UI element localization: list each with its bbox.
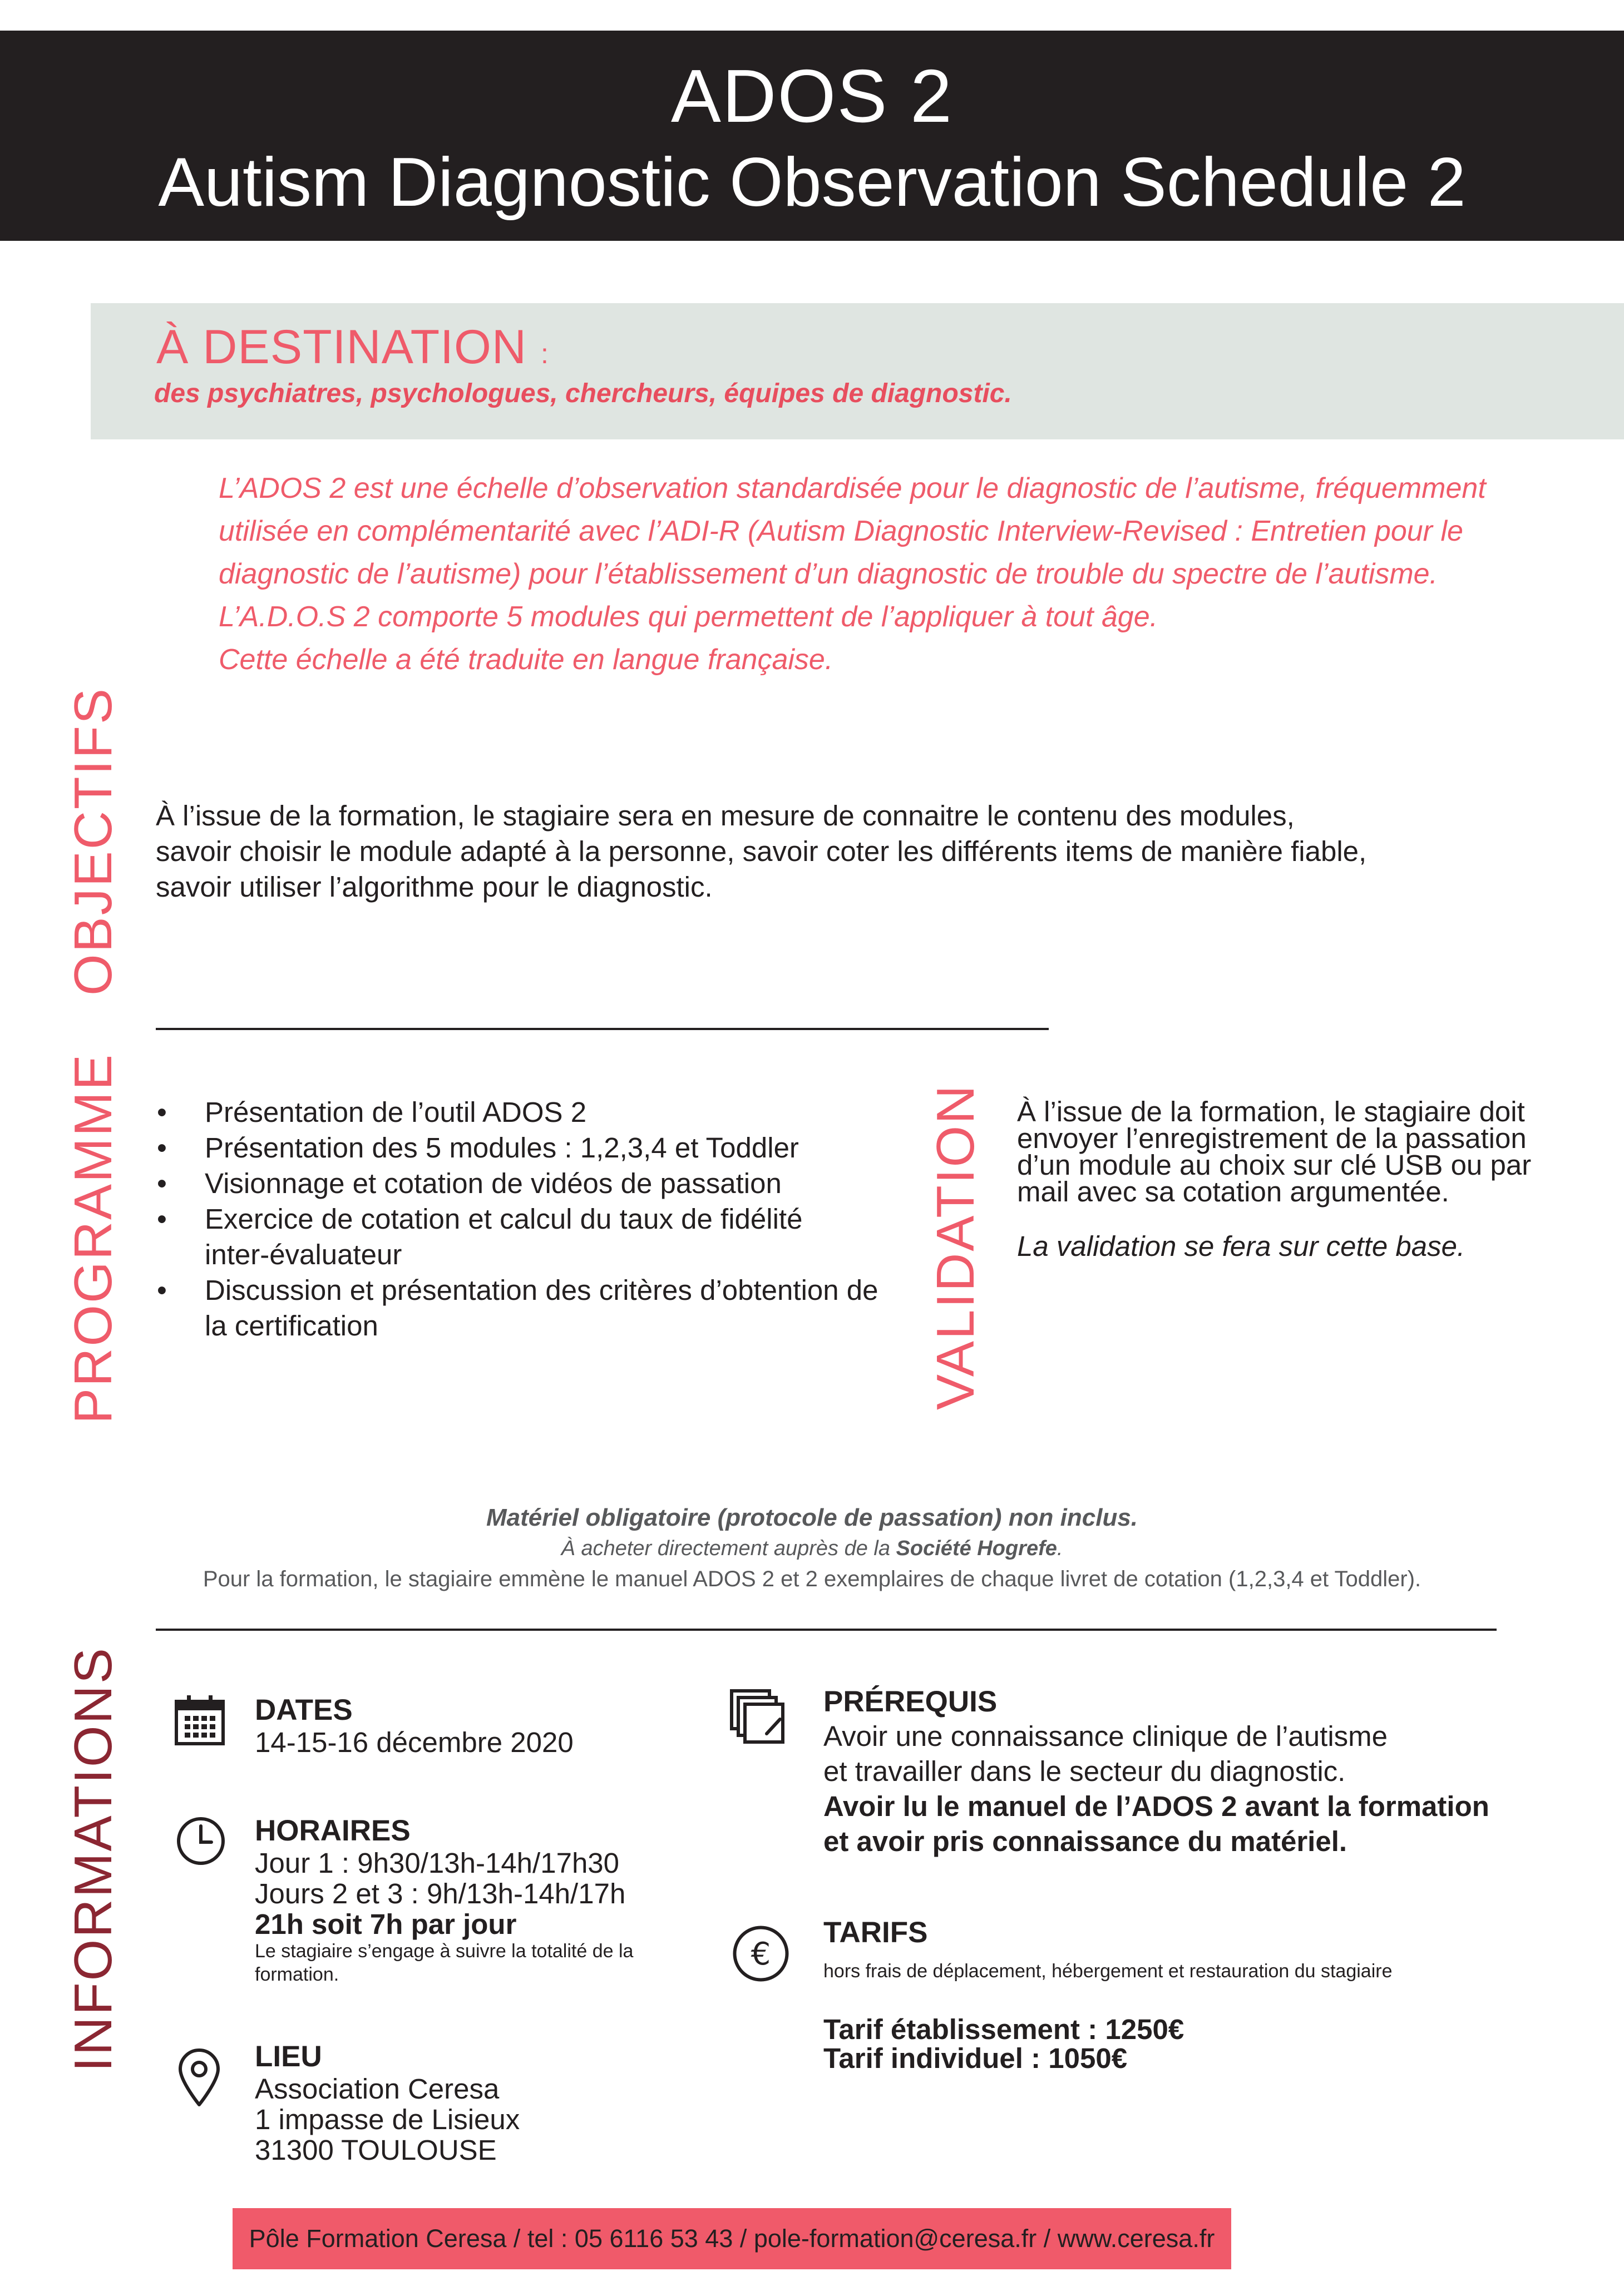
list-item-text: Exercice de cotation et calcul du taux de fidélité inter-évaluateur (205, 1203, 803, 1270)
intro-line: L’ADOS 2 est une échelle d’observation standardisée pour le diagnostic de l’autisme, fréquemment (219, 472, 1486, 504)
programme-section-title: PROGRAMME (63, 1052, 123, 1424)
list-item (156, 1201, 856, 1273)
destination-heading (156, 320, 549, 375)
materiel-line2 (0, 1534, 1624, 1563)
materiel-line2-suffix: . (1057, 1537, 1063, 1560)
objectifs-divider (156, 1028, 1049, 1030)
page-title: ADOS 2 (670, 54, 954, 138)
list-item-text: Discussion et présentation des critères d’obtention de la certification (205, 1274, 878, 1342)
prerequis-line1: Avoir une connaissance clinique de l’autisme (823, 1720, 1388, 1752)
validation-body: À l’issue de la formation, le stagiaire doit envoyer l’enregistrement de la passation d’un module au choix sur clé USB ou par mail avec sa cotation argumentée. (1017, 1096, 1532, 1208)
horaires-line1: Jour 1 : 9h30/13h-14h/17h30 (255, 1847, 620, 1879)
informations-section-title: INFORMATIONS (63, 1646, 123, 2072)
horaires-note1: Le stagiaire s’engage à suivre la totalité de la (255, 1941, 634, 1962)
programme-list (156, 1095, 879, 1344)
prerequis-bold1: Avoir lu le manuel de l’ADOS 2 avant la formation (823, 1790, 1489, 1822)
bullet: • (157, 1096, 167, 1128)
destination-heading-text: À DESTINATION (156, 320, 527, 374)
objectifs-line: savoir utiliser l’algorithme pour le diagnostic. (156, 871, 713, 903)
intro-line: diagnostic de l’autisme) pour l’établissement d’un diagnostic de trouble du spectre de l’autisme. (219, 558, 1438, 590)
tarifs-label: TARIFS (823, 1916, 928, 1949)
list-item-text: Présentation des 5 modules : 1,2,3,4 et Toddler (205, 1132, 799, 1164)
materiel-line3: Pour la formation, le stagiaire emmène le manuel ADOS 2 et 2 exemplaires de chaque livret de cotation (1,2,3,4 et Toddler). (203, 1567, 1421, 1591)
dates-value: 14-15-16 décembre 2020 (255, 1726, 574, 1758)
footer-contact-bar: Pôle Formation Ceresa / tel : 05 6116 53 43 / pole-formation@ceresa.fr / www.ceresa.fr (233, 2208, 1231, 2269)
materiel-publisher: Société Hogrefe (896, 1537, 1057, 1560)
list-item (156, 1166, 879, 1201)
lieu-label: LIEU (255, 2040, 322, 2073)
euro-symbol: € (751, 1936, 771, 1972)
dates-block (255, 1694, 574, 1758)
horaires-note2: formation. (255, 1964, 339, 1985)
prerequis-label: PRÉREQUIS (823, 1685, 998, 1718)
lieu-line3: 31300 TOULOUSE (255, 2134, 497, 2166)
horaires-label: HORAIRES (255, 1814, 411, 1847)
calendar-icon (174, 1694, 226, 1746)
destination-colon: : (540, 338, 549, 369)
intro-paragraph (219, 467, 1565, 681)
tarifs-note: hors frais de déplacement, hébergement et restauration du stagiaire (823, 1961, 1393, 1982)
materiel-line2-prefix: À acheter directement auprès de la (561, 1537, 896, 1560)
list-item (156, 1095, 879, 1130)
intro-line: L’A.D.O.S 2 comporte 5 modules qui permettent de l’appliquer à tout âge. (219, 601, 1158, 633)
destination-box (91, 303, 1624, 439)
list-item (156, 1273, 883, 1344)
header-banner (0, 31, 1624, 241)
intro-line: utilisée en complémentarité avec l’ADI-R (Autism Diagnostic Interview-Revised : Entretien pour le (219, 515, 1463, 547)
destination-audience: des psychiatres, psychologues, chercheurs, équipes de diagnostic. (154, 379, 1012, 408)
map-pin-icon (177, 2047, 221, 2108)
lieu-block (255, 2040, 520, 2165)
materiel-line1: Matériel obligatoire (protocole de passation) non inclus. (486, 1504, 1138, 1531)
dates-label: DATES (255, 1694, 353, 1726)
validation-note: La validation se fera sur cette base. (1017, 1230, 1465, 1262)
bullet: • (157, 1167, 167, 1199)
objectifs-text (156, 798, 1435, 905)
prerequis-bold2: et avoir pris connaissance du matériel. (823, 1825, 1347, 1857)
bullet: • (157, 1274, 167, 1306)
bullet: • (157, 1203, 167, 1235)
validation-text (1017, 1098, 1546, 1260)
tarif-etablissement: Tarif établissement : 1250€ (823, 2013, 1184, 2045)
prerequis-block (823, 1685, 1547, 1859)
lieu-line1: Association Ceresa (255, 2073, 500, 2105)
list-item-text: Visionnage et cotation de vidéos de passation (205, 1167, 782, 1199)
prerequis-line2: et travailler dans le secteur du diagnostic. (823, 1755, 1346, 1787)
materiel-note (0, 1502, 1624, 1595)
horaires-total: 21h soit 7h par jour (255, 1908, 517, 1940)
horaires-block (255, 1814, 756, 1986)
tarif-individuel: Tarif individuel : 1050€ (823, 2042, 1128, 2074)
list-item-text: Présentation de l’outil ADOS 2 (205, 1096, 587, 1128)
list-item (156, 1130, 879, 1166)
objectifs-line: À l’issue de la formation, le stagiaire sera en mesure de connaitre le contenu des modules, (156, 800, 1295, 832)
clock-icon (176, 1816, 226, 1866)
validation-section-title: VALIDATION (926, 1083, 985, 1410)
objectifs-section-title: OBJECTIFS (63, 686, 123, 996)
lieu-line2: 1 impasse de Lisieux (255, 2104, 520, 2135)
documents-icon (729, 1688, 790, 1749)
page-subtitle: Autism Diagnostic Observation Schedule 2 (158, 144, 1466, 221)
tarifs-block (823, 1916, 1574, 2073)
materiel-divider (156, 1629, 1497, 1631)
euro-icon (732, 1924, 790, 1983)
intro-line: Cette échelle a été traduite en langue française. (219, 644, 833, 676)
bullet: • (157, 1132, 167, 1164)
objectifs-line: savoir choisir le module adapté à la personne, savoir coter les différents items de manière fiable, (156, 835, 1367, 867)
horaires-line2: Jours 2 et 3 : 9h/13h-14h/17h (255, 1878, 626, 1909)
